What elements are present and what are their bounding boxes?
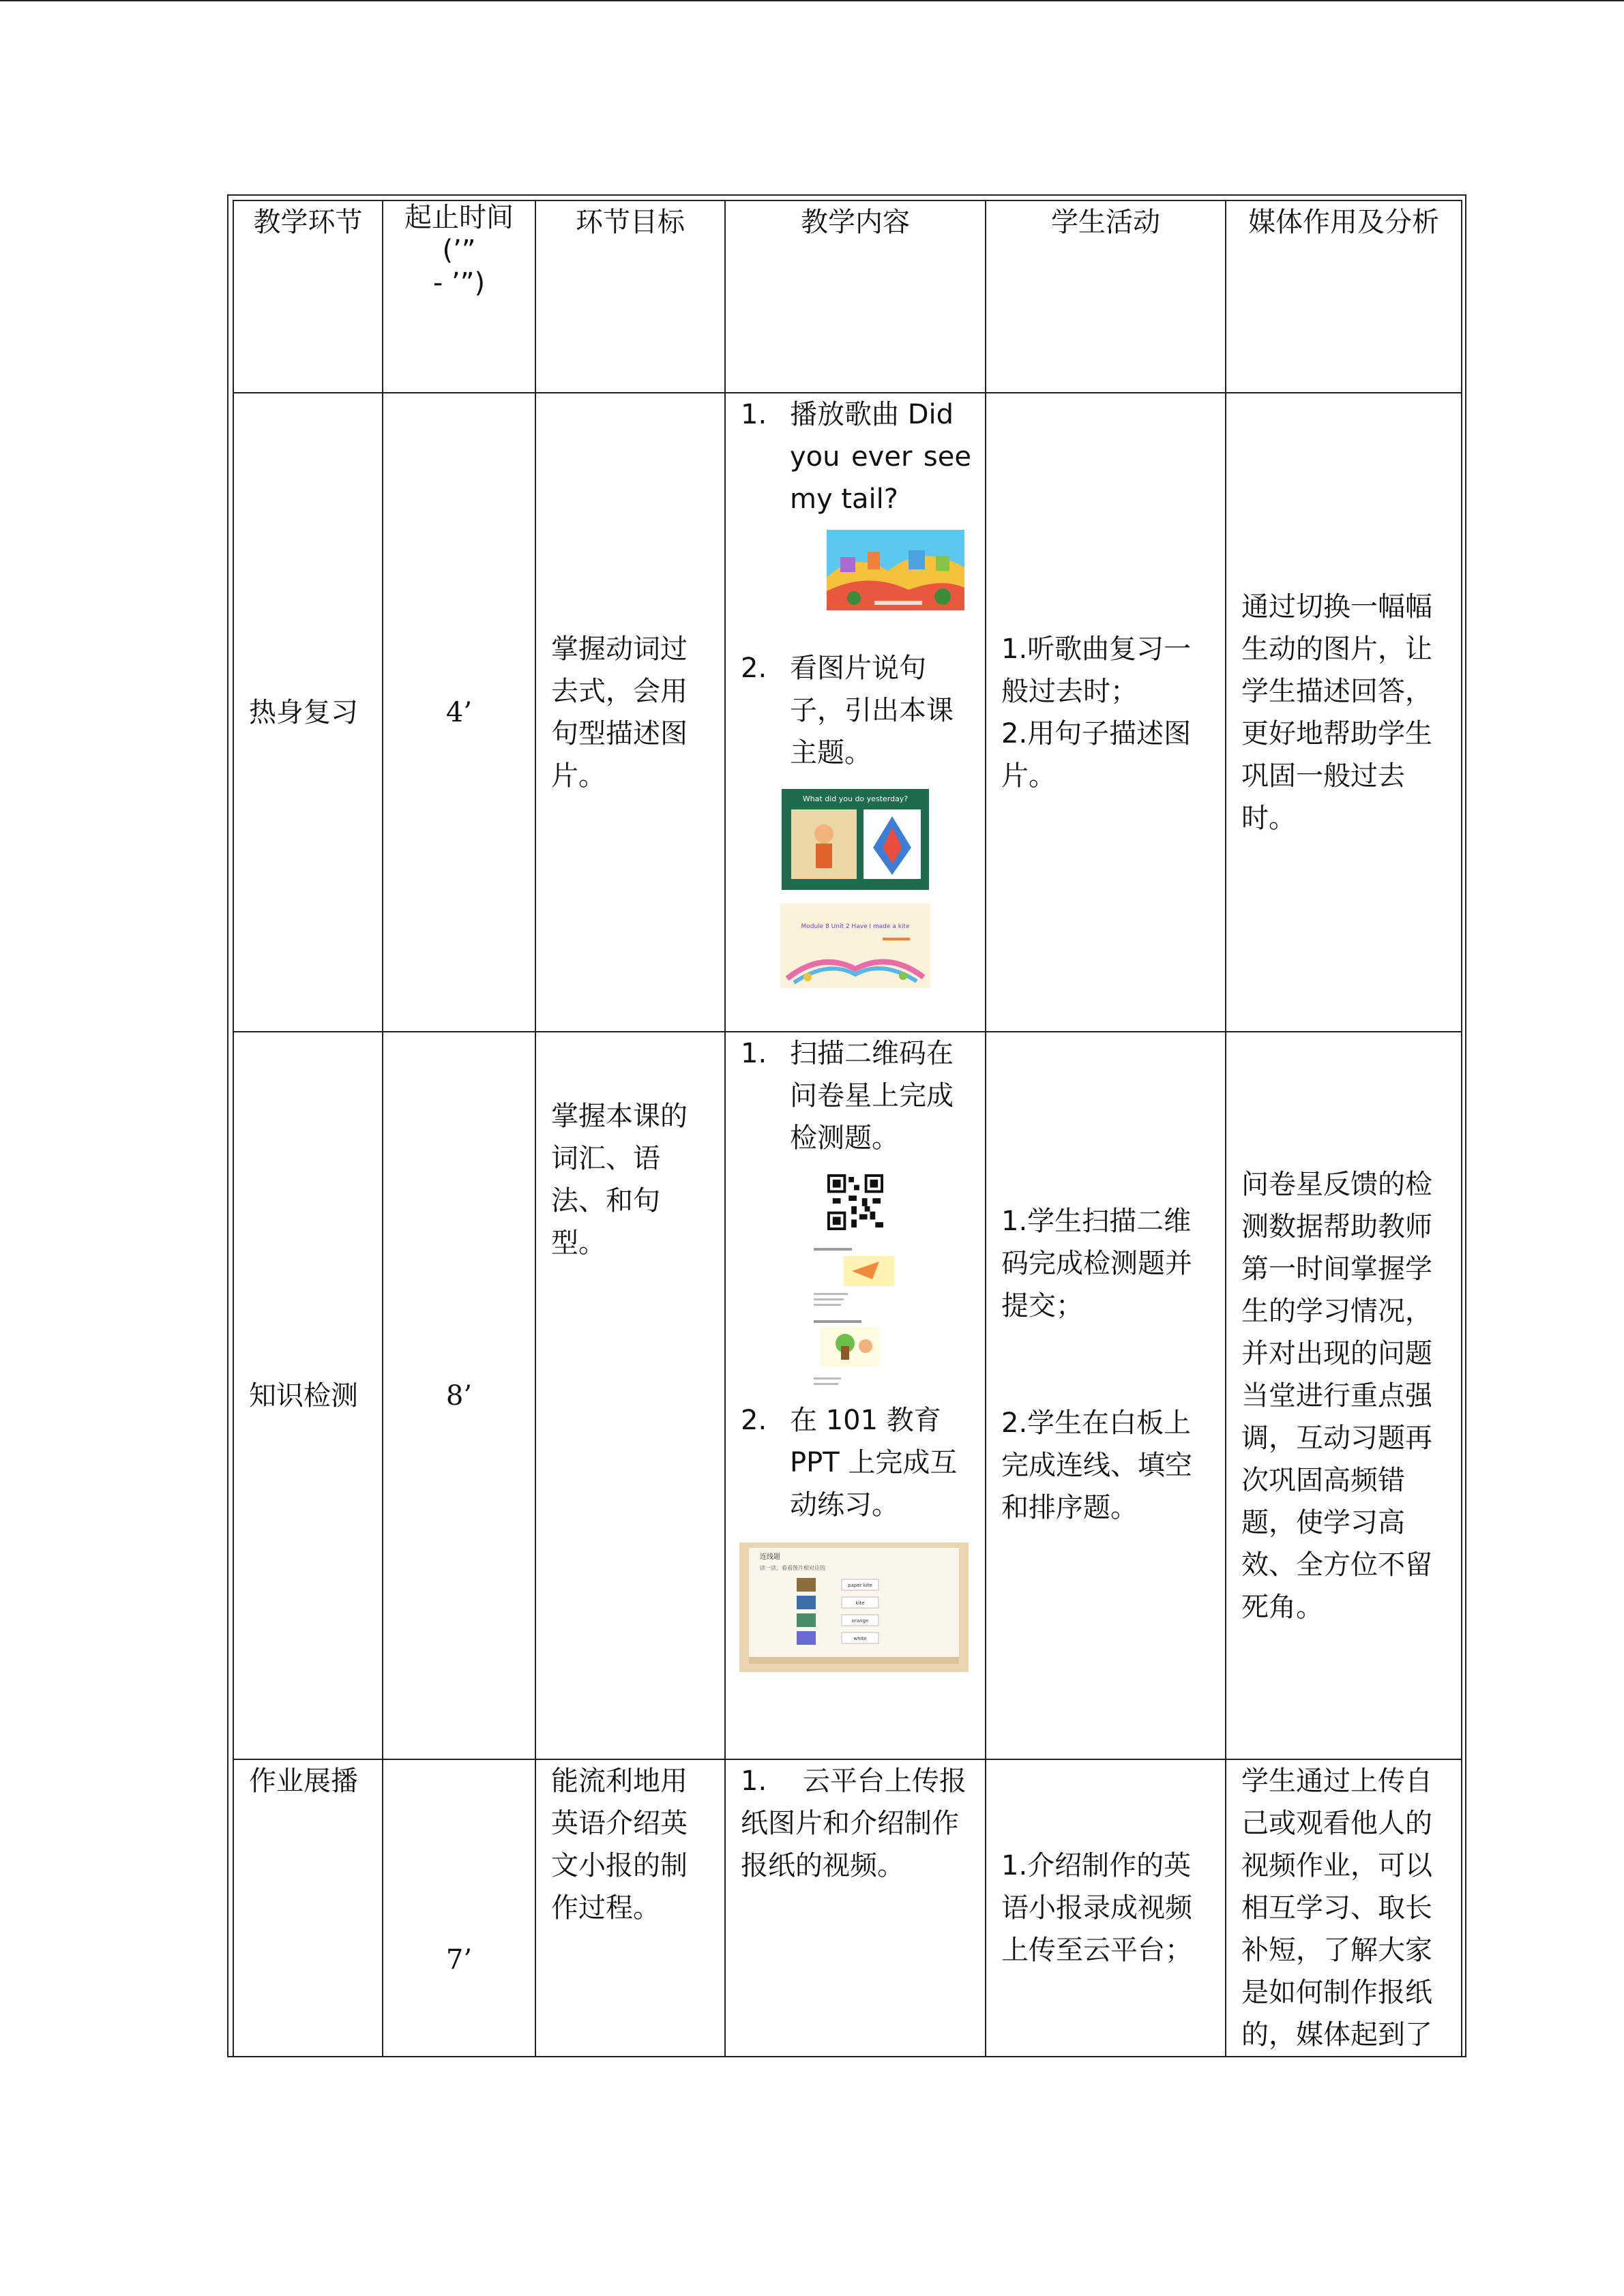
media-analysis-text: 学生通过上传自己或观看他人的视频作业，可以相互学习、取长补短，了解大家是如何制作报纸的，媒体起到了 (1241, 1765, 1432, 2051)
row-time: 4’ (383, 393, 535, 1032)
media-analysis-text: 通过切换一幅幅生动的图片，让学生描述回答，更好地帮助学生巩固一般过去时。 (1241, 591, 1432, 834)
content-item-text: 扫描二维码在问卷星上完成检测题。 (790, 1038, 954, 1154)
row-goal (535, 1032, 725, 1759)
interactive-practice-screenshot (739, 1542, 969, 1672)
page-top-rule (0, 0, 1624, 1)
header-content: 教学内容 (725, 200, 986, 393)
header-goal: 环节目标 (535, 200, 725, 393)
table-row (233, 393, 1462, 1032)
table-row (233, 1759, 1462, 2057)
header-time-label: 起止时间 (404, 202, 514, 233)
activity-item: 1.学生扫描二维码完成检测题并提交； (1001, 1206, 1192, 1322)
content-item-1 (741, 1760, 970, 1887)
content-item-text: 看图片说句子，引出本课主题。 (790, 653, 954, 769)
content-item-number: 1. (741, 399, 767, 430)
header-time-format-1: (’” (442, 235, 476, 266)
activity-item: 2.用句子描述图片。 (1001, 717, 1192, 792)
lesson-plan-table (233, 200, 1462, 2057)
media-analysis-text: 问卷星反馈的检测数据帮助教师第一时间掌握学生的学习情况，并对出现的问题当堂进行重点强调，互动习题再次巩固高频错题，使学习高效、全方位不留死角。 (1241, 1168, 1432, 1623)
practice-option: kite (855, 1600, 865, 1606)
content-item-text: my tail? (790, 483, 899, 515)
content-item-2 (726, 1399, 985, 1526)
slide-what-did-you-do (782, 789, 929, 890)
practice-subtitle: 读一读，看看图片相对应的 (760, 1565, 825, 1571)
activity-item: 1.听歌曲复习一般过去时； (1001, 633, 1192, 707)
row-activity (986, 393, 1226, 1032)
row-media (1226, 393, 1462, 1032)
row-time: 7’ (383, 1759, 535, 2057)
header-time (383, 200, 535, 393)
slide-title: What did you do yesterday? (802, 794, 909, 803)
row-goal (535, 393, 725, 1032)
content-item-text: you ever see (790, 441, 971, 473)
header-stage: 教学环节 (233, 200, 383, 393)
row-stage: 热身复习 (233, 393, 383, 1032)
content-item-number: 2. (741, 653, 767, 684)
content-item-1 (726, 1032, 985, 1159)
content-item-number: 2. (741, 1405, 767, 1436)
header-media: 媒体作用及分析 (1226, 200, 1462, 393)
row-media (1226, 1032, 1462, 1759)
questionnaire-screenshot (811, 1244, 900, 1394)
content-item-1 (726, 393, 985, 520)
slide-module-title (780, 904, 930, 988)
row-stage: 知识检测 (233, 1032, 383, 1759)
practice-option: white (853, 1636, 867, 1641)
row-goal-text: 能流利地用英语介绍英文小报的制作过程。 (551, 1765, 688, 1924)
slide-title: Module 8 Unit 2 Have I made a kite (801, 923, 910, 930)
header-time-format-2: - ’”) (432, 267, 486, 299)
row-stage: 作业展播 (233, 1759, 383, 2057)
row-content (725, 1759, 986, 2057)
header-activity: 学生活动 (986, 200, 1226, 393)
row-content (725, 1032, 986, 1759)
content-item-number: 1. (741, 1038, 767, 1069)
row-goal (535, 1759, 725, 2057)
content-item-2 (726, 647, 985, 774)
row-content (725, 393, 986, 1032)
row-time: 8’ (383, 1032, 535, 1759)
practice-title: 连线题 (760, 1553, 780, 1561)
table-row (233, 1032, 1462, 1759)
practice-option: orange (851, 1618, 869, 1624)
qr-code-image (827, 1174, 883, 1230)
row-goal-text: 掌握动词过去式，会用句型描述图片。 (551, 633, 688, 792)
content-item-text: 云平台上传报纸图片和介绍制作报纸的视频。 (741, 1765, 966, 1881)
content-item-number: 1. (741, 1765, 767, 1797)
content-item-text: 播放歌曲 Did (790, 399, 954, 430)
activity-item: 2.学生在白板上完成连线、填空和排序题。 (1001, 1407, 1192, 1523)
song-video-screenshot (827, 530, 964, 610)
activity-item: 1.介绍制作的英语小报录成视频上传至云平台； (1001, 1850, 1192, 1966)
table-header-row (233, 200, 1462, 393)
practice-option: paper kite (848, 1583, 872, 1588)
content-item-text: 在 101 教育 PPT 上完成互动练习。 (790, 1405, 958, 1521)
row-activity (986, 1032, 1226, 1759)
row-activity (986, 1759, 1226, 2057)
row-media (1226, 1759, 1462, 2057)
row-goal-text: 掌握本课的词汇、语法、和句型。 (551, 1101, 688, 1259)
